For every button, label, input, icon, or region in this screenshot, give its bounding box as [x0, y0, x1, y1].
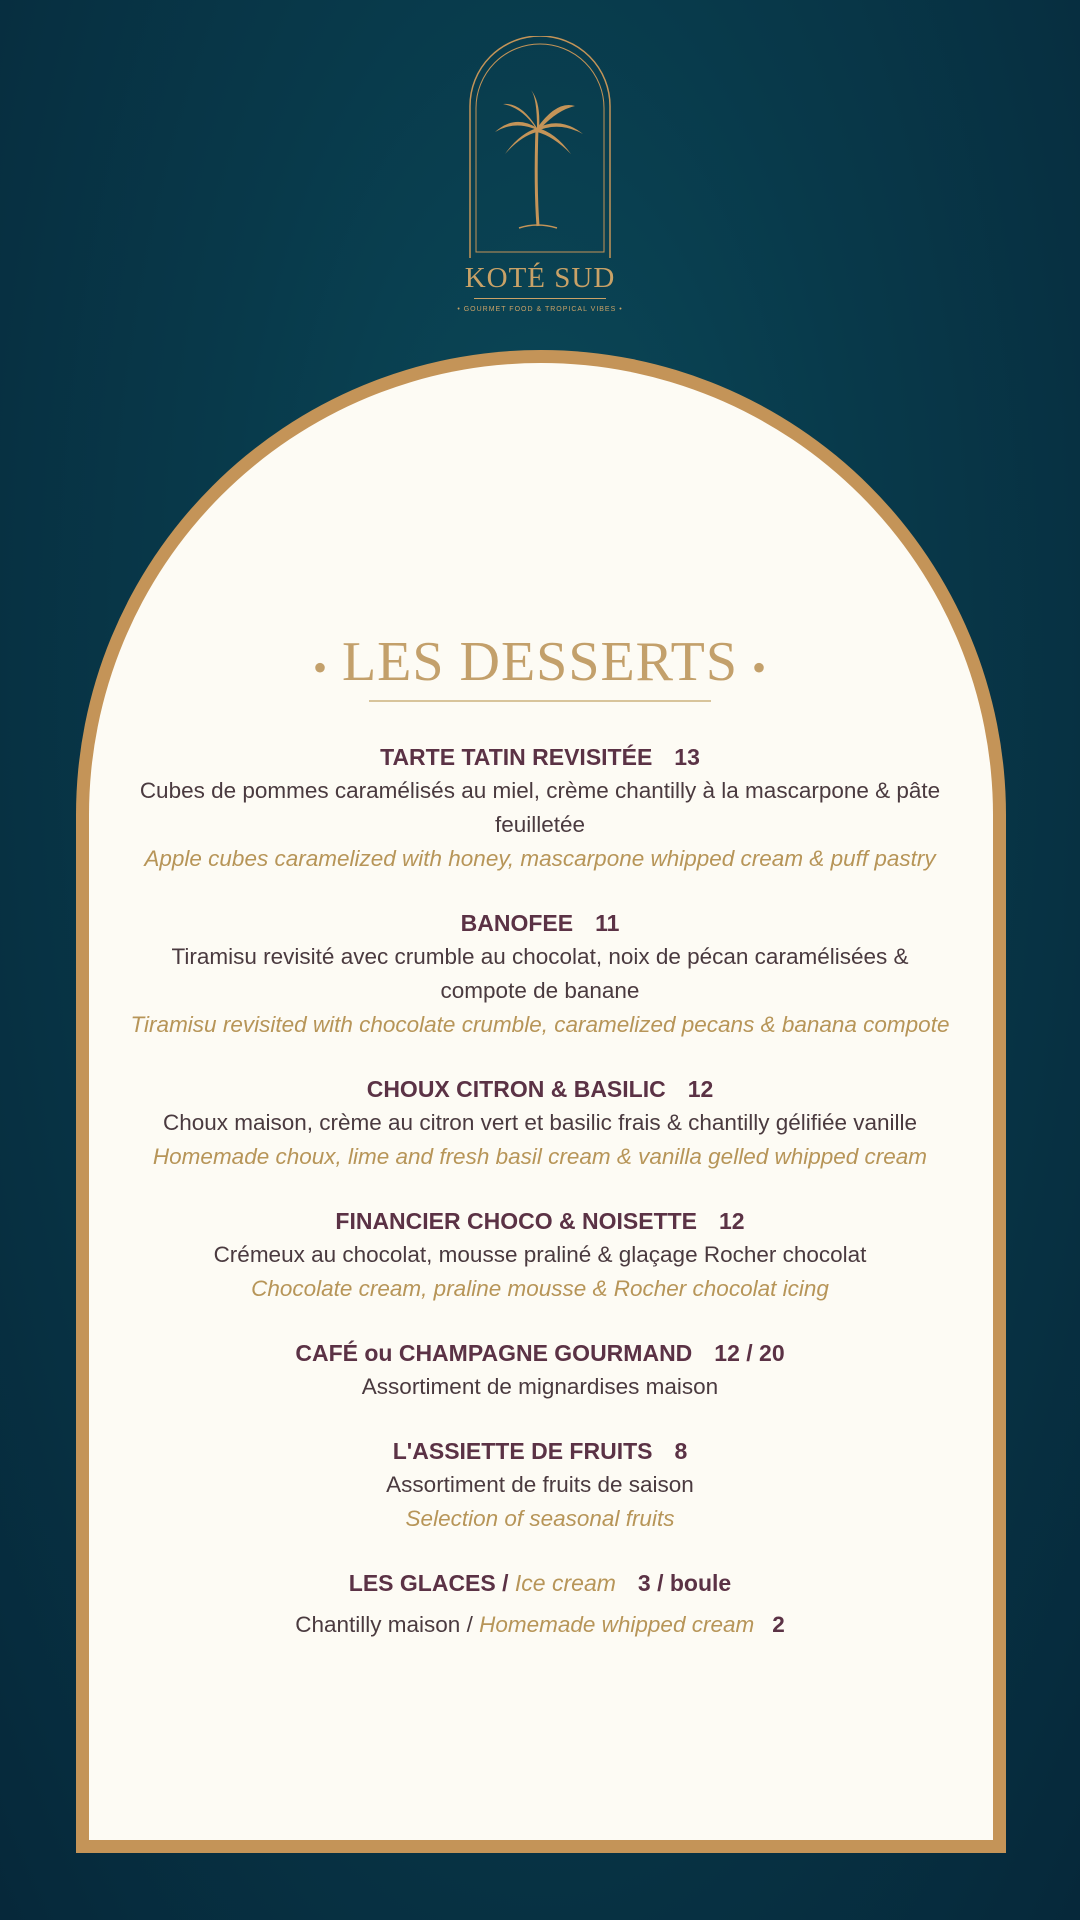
item-description-en: Selection of seasonal fruits: [405, 1506, 675, 1531]
item-name: [130, 1204, 950, 1238]
item-price: 8: [674, 1438, 688, 1464]
item-description-en: Chocolate cream, praline mousse & Rocher chocolat icing: [251, 1276, 829, 1301]
item-description-en: Tiramisu revisited with chocolate crumble, caramelized pecans & banana compote: [130, 1012, 950, 1037]
brand-tagline: • GOURMET FOOD & TROPICAL VIBES •: [457, 306, 623, 313]
item-name: [130, 1434, 950, 1468]
section-title-text: LES DESSERTS: [341, 631, 739, 693]
item-price: 11: [595, 910, 620, 936]
section-title: [0, 630, 1080, 694]
title-dot-right: •: [752, 644, 768, 690]
item-description-fr: Crémeux au chocolat, mousse praliné & glaçage Rocher chocolat: [213, 1242, 867, 1267]
item-description-en: Apple cubes caramelized with honey, mascarpone whipped cream & puff pastry: [144, 846, 936, 871]
menu-item-chantilly: [130, 1608, 950, 1642]
item-description-fr: Cubes de pommes caramélisés au miel, crème chantilly à la mascarpone & pâte feuilletée: [139, 778, 941, 837]
item-description-fr: Assortiment de mignardises maison: [361, 1374, 719, 1399]
menu-item-cafe-gourmand: [130, 1336, 950, 1404]
item-title: BANOFEE: [460, 910, 574, 936]
item-description-fr: Assortiment de fruits de saison: [386, 1472, 694, 1497]
item-description-en: Homemade choux, lime and fresh basil cream & vanilla gelled whipped cream: [152, 1144, 928, 1169]
menu-item-banofee: [130, 906, 950, 1042]
chantilly-en: Homemade whipped cream: [479, 1612, 755, 1637]
palm-tree-icon: [465, 36, 615, 266]
item-price: 2: [772, 1612, 785, 1637]
item-title-en: Ice cream: [514, 1570, 616, 1596]
item-title: FINANCIER CHOCO & NOISETTE: [335, 1208, 698, 1234]
brand-name: KOTÉ SUD: [464, 262, 616, 294]
item-title: L'ASSIETTE DE FRUITS: [392, 1438, 653, 1464]
item-title: LES GLACES /: [348, 1570, 509, 1596]
menu-item-financier: [130, 1204, 950, 1306]
item-price: 3 / boule: [637, 1570, 732, 1596]
item-price: 12: [687, 1076, 714, 1102]
item-name: [130, 1566, 950, 1600]
item-title: TARTE TATIN REVISITÉE: [380, 744, 653, 770]
menu-item-fruits: [130, 1434, 950, 1536]
item-price: 13: [674, 744, 700, 770]
item-name: [130, 1072, 950, 1106]
item-price: 12 / 20: [714, 1340, 785, 1366]
item-description-fr: Choux maison, crème au citron vert et basilic frais & chantilly gélifiée vanille: [162, 1110, 918, 1135]
item-title: CHOUX CITRON & BASILIC: [366, 1076, 666, 1102]
item-price: 12: [719, 1208, 745, 1234]
menu-item-tarte-tatin: [130, 740, 950, 876]
title-dot-left: •: [312, 644, 328, 690]
item-title: CAFÉ ou CHAMPAGNE GOURMAND: [295, 1340, 693, 1366]
item-name: [130, 740, 950, 774]
brand-divider: [474, 298, 606, 299]
menu-item-choux-citron: [130, 1072, 950, 1174]
dessert-list: [130, 740, 950, 1642]
menu-item-glaces: [130, 1566, 950, 1642]
title-underline: [369, 700, 711, 702]
chantilly-fr: Chantilly maison /: [295, 1612, 473, 1637]
item-description-fr: Tiramisu revisité avec crumble au chocolat, noix de pécan caramélisées & compote de banane: [171, 944, 909, 1003]
item-name: [130, 1336, 950, 1370]
item-name: [130, 906, 950, 940]
